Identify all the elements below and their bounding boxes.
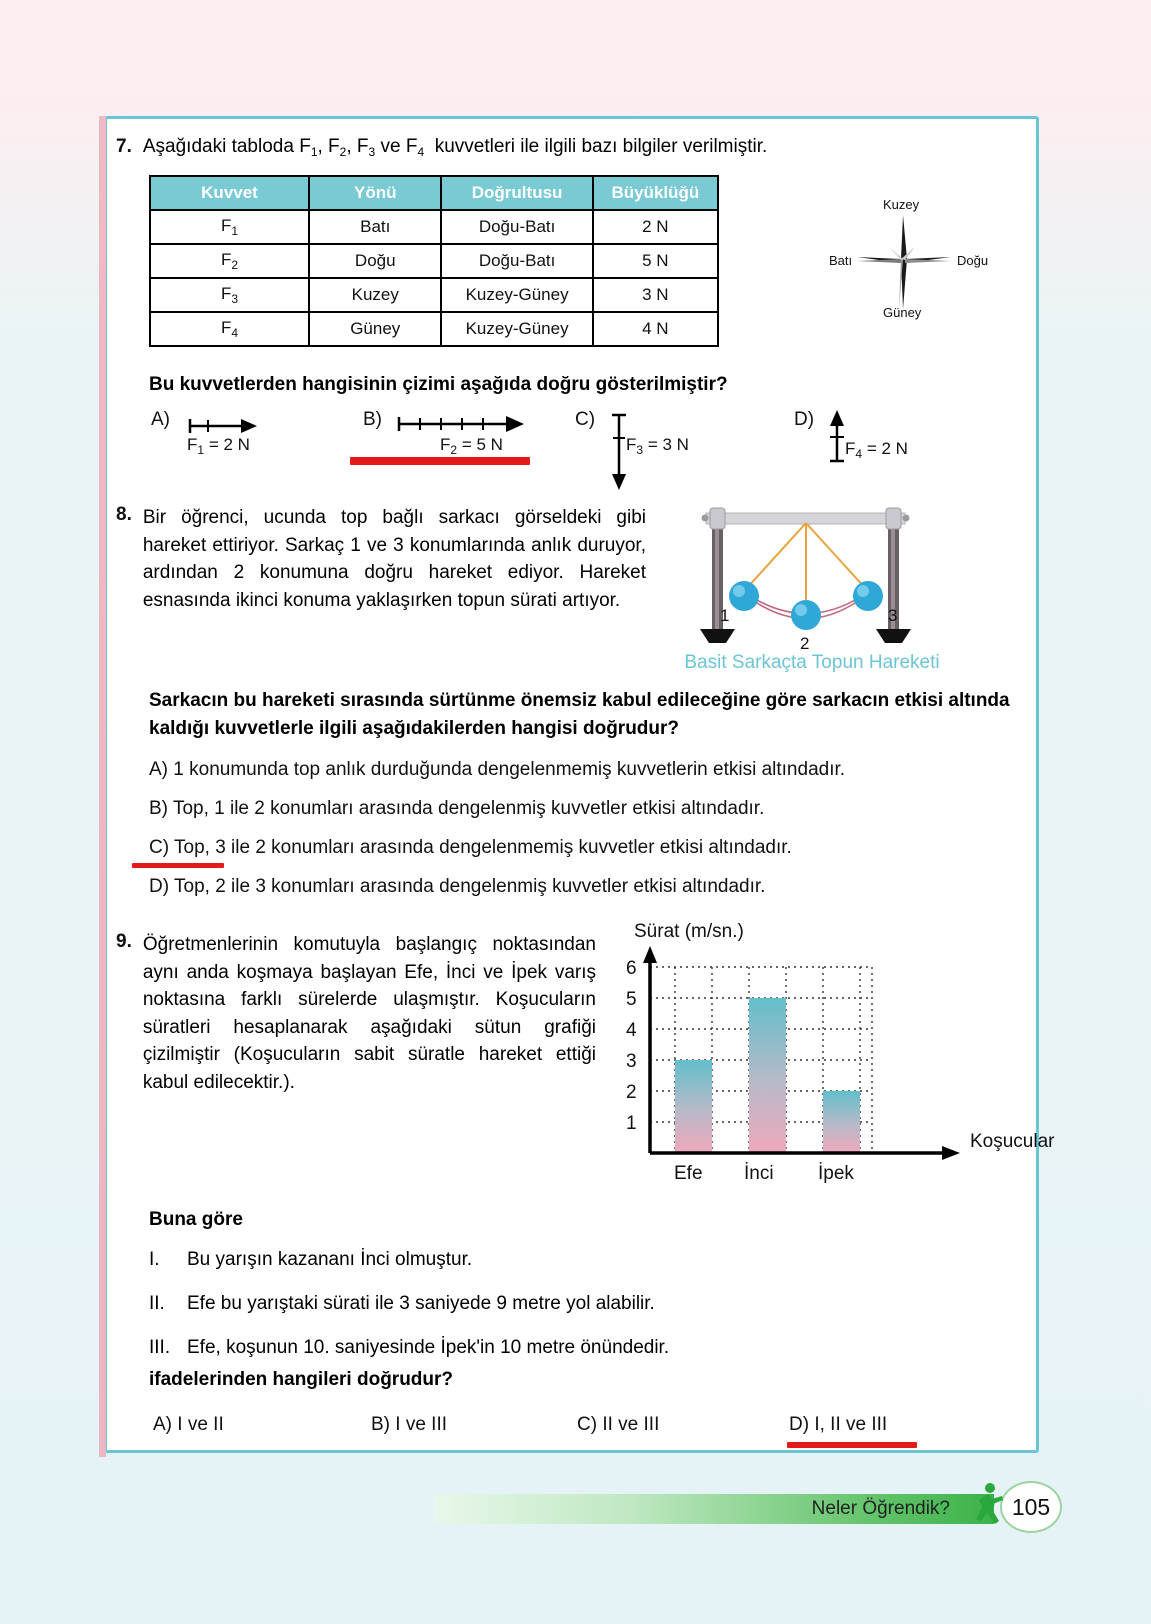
option-8-d[interactable] [149,876,1029,898]
cell-buyukluk: 5 N [593,244,718,278]
cell-dogrultu: Kuzey-Güney [441,312,592,346]
cell-force: $F_2$ [150,244,309,278]
statement-1-text: Bu yarışın kazananı İnci olmuştur. [187,1249,473,1270]
statement-2-text: Efe bu yarıştaki sürati ile 3 saniyede 9 metre yol alabilir. [187,1293,655,1314]
option-7-b-caption: $F_2 = 5$ N [440,435,503,457]
statement-1-numeral: I. [149,1249,160,1270]
svg-text:6: 6 [626,958,637,979]
question-7-prompt: Bu kuvvetlerden hangisinin çizimi aşağıda doğru gösterilmiştir? [149,374,728,395]
svg-text:2: 2 [800,634,810,653]
statement-3-text: Efe, koşunun 10. saniyesinde İpek'in 10 metre önündedir. [187,1337,670,1358]
option-7-a-label: A) [151,409,170,430]
option-7-b[interactable] [363,409,382,431]
cell-buyukluk: 2 N [593,210,718,244]
compass-label-west: Batı [829,253,853,268]
statement-3 [149,1337,1029,1359]
option-7-d-caption: $F_4 = 2$ N [845,439,908,461]
compass-star-icon [829,197,1004,327]
buna-gore-heading: Buna göre [149,1209,243,1230]
table-row [150,244,718,278]
svg-text:3: 3 [888,606,898,625]
option-9-a[interactable] [153,1414,224,1436]
option-8-b-text: Top, 1 ile 2 konumları arasında dengelenmiş kuvvetler etkisi altındadır. [172,798,765,819]
question-9-paragraph: Öğretmenlerinin komutuyla başlangıç noktasından aynı anda koşmaya başlayan Efe, İnci ve İpek varış noktasına farklı sürelerde ulaşmıştır. Koşucuların süratleri hesaplanarak aşağıdaki sütun grafiği çizilmiştir (Koşucuların sabit süratle hareket ettiği kabul edilecektir.). [142,934,596,1093]
cell-force: $F_1$ [150,210,309,244]
option-7-a[interactable] [151,409,170,431]
question-8-stem [116,504,646,614]
force-subscript: 2 [231,258,239,272]
table-header-row [150,176,718,210]
option-8-d-text: Top, 2 ile 3 konumları arasında dengelenmiş kuvvetler etkisi altındadır. [174,876,766,897]
svg-text:4: 4 [626,1020,637,1041]
force-subscript: 3 [231,292,239,306]
answer-marker-underline-9d [787,1442,917,1448]
compass-label-north: Kuzey [883,197,920,212]
cell-force: $F_3$ [150,278,309,312]
option-9-d[interactable] [789,1414,887,1436]
option-7-c-caption: $F_3 = 3$ N [626,435,689,457]
option-7-d-value: = 2 N [866,439,908,458]
option-7-c-label: C) [575,409,596,430]
column-header-kuvvet: Kuvvet [150,176,309,210]
option-7-a-value: = 2 N [208,435,250,454]
option-9-c-text: II ve III [602,1414,660,1435]
svg-text:2: 2 [626,1082,637,1103]
cell-yon: Doğu [309,244,441,278]
statement-1 [149,1249,1029,1271]
pendulum-figure [682,499,932,653]
chart-y-axis-label: Sürat (m/sn.) [634,921,744,942]
option-8-b-label: B) [149,798,168,819]
option-8-a-label: A) [149,759,168,780]
chart-x-axis-label: Koşucular [970,1131,1055,1152]
question-9-options [149,1414,1029,1454]
option-9-c[interactable] [577,1414,659,1436]
cell-dogrultu: Kuzey-Güney [441,278,592,312]
worksheet-page [104,116,1055,1453]
bar-efe [675,1060,712,1153]
option-7-c-force-sub: 3 [636,443,644,457]
question-7-options [143,409,1023,499]
question-8-paragraph: Bir öğrenci, ucunda top bağlı sarkacı görseldeki gibi hareket ettiriyor. Sarkaç 1 ve 3 konumlarında anlık duruyor, ardından 2 konumuna doğru hareket ediyor. Hareket esnasında ikinci konuma yaklaşırken topun sürati artıyor. [142,507,646,611]
svg-text:3: 3 [626,1051,637,1072]
svg-text:İnci: İnci [744,1163,774,1184]
option-9-d-text: I, II ve III [814,1414,888,1435]
force-subscript: 1 [231,224,239,238]
cell-dogrultu: Doğu-Batı [441,244,592,278]
option-7-a-force-sub: 1 [197,443,205,457]
option-8-b[interactable] [149,798,1029,820]
chart-canvas [612,941,1012,1221]
option-9-a-text: I ve II [177,1414,224,1435]
svg-text:1: 1 [720,606,730,625]
answer-marker-underline-8c [132,863,224,868]
option-8-c[interactable] [149,837,1029,859]
forces-table [149,175,719,347]
option-7-d-force-sub: 4 [855,447,863,461]
statement-2 [149,1293,1029,1315]
compass-rose [829,197,1004,327]
page-number-badge: 105 [1000,1481,1062,1533]
svg-text:Efe: Efe [674,1163,703,1184]
option-8-c-label: C) [149,837,170,858]
option-7-b-label: B) [363,409,382,430]
table-row [150,278,718,312]
option-7-b-value: = 5 N [461,435,503,454]
option-7-b-force-sub: 2 [450,443,458,457]
statement-2-numeral: II. [149,1293,165,1314]
answer-marker-underline-7b [350,457,530,465]
running-person-icon [968,1481,1008,1531]
option-7-c[interactable] [575,409,595,431]
table-row [150,312,718,346]
option-9-b[interactable] [371,1414,447,1436]
question-8-options [149,759,1029,915]
svg-text:1: 1 [626,1113,637,1134]
question-8-number: 8. [116,504,132,525]
option-9-c-label: C) [577,1414,598,1435]
bar-ipek [823,1091,860,1153]
option-8-a[interactable] [149,759,1029,781]
option-8-d-label: D) [149,876,170,897]
question-9-closing-prompt: ifadelerinden hangileri doğrudur? [149,1369,454,1390]
cell-dogrultu: Doğu-Batı [441,210,592,244]
option-8-a-text: 1 konumunda top anlık durduğunda dengelenmemiş kuvvetlerin etkisi altındadır. [173,759,846,780]
question-9-stem [116,931,596,1096]
speed-bar-chart [612,919,1055,1219]
option-9-b-label: B) [371,1414,390,1435]
cell-buyukluk: 3 N [593,278,718,312]
option-8-c-text: Top, 3 ile 2 konumları arasında dengelenmemiş kuvvetler etkisi altındadır. [174,837,792,858]
option-7-b-arrow-icon [396,411,536,437]
pendulum-caption: Basit Sarkaçta Topun Hareketi [684,652,940,673]
svg-text:İpek: İpek [818,1163,854,1184]
option-9-b-text: I ve III [395,1414,448,1435]
pendulum-illustration-icon [682,499,932,654]
force-subscript: 4 [231,326,239,340]
statement-3-numeral: III. [149,1337,171,1358]
cell-force: $F_4$ [150,312,309,346]
cell-yon: Kuzey [309,278,441,312]
question-7-number: 7. [116,136,132,157]
column-header-yonu: Yönü [309,176,441,210]
option-9-a-label: A) [153,1414,172,1435]
question-7-stem-text: Aşağıdaki tabloda $F_1$, $F_2$, $F_3$ ve $F_4$ kuvvetleri ile ilgili bazı bilgiler verilmiştir. [142,136,768,159]
option-9-d-label: D) [789,1414,810,1435]
option-7-d[interactable] [794,409,814,431]
column-header-buyuklugu: Büyüklüğü [593,176,718,210]
compass-label-south: Güney [883,305,922,320]
question-7-stem [116,136,1026,159]
compass-label-east: Doğu [957,253,989,268]
bar-inci [749,998,786,1153]
cell-yon: Güney [309,312,441,346]
question-9-number: 9. [116,931,132,952]
question-9-statements [149,1249,1029,1381]
page-edge-strip [99,116,106,1457]
option-7-a-caption: $F_1 = 2$ N [187,435,250,457]
cell-yon: Batı [309,210,441,244]
footer-label: Neler Öğrendik? [811,1498,950,1519]
question-8-prompt: Sarkacın bu hareketi sırasında sürtünme önemsiz kabul edileceğine göre sarkacın etkisi altında kaldığı kuvvetlerle ilgili aşağıdakilerden hangisi doğrudur? [149,690,1010,739]
option-7-c-value: = 3 N [647,435,689,454]
svg-text:5: 5 [626,989,637,1010]
cell-buyukluk: 4 N [593,312,718,346]
option-7-d-label: D) [794,409,815,430]
column-header-dogrultusu: Doğrultusu [441,176,592,210]
table-row [150,210,718,244]
